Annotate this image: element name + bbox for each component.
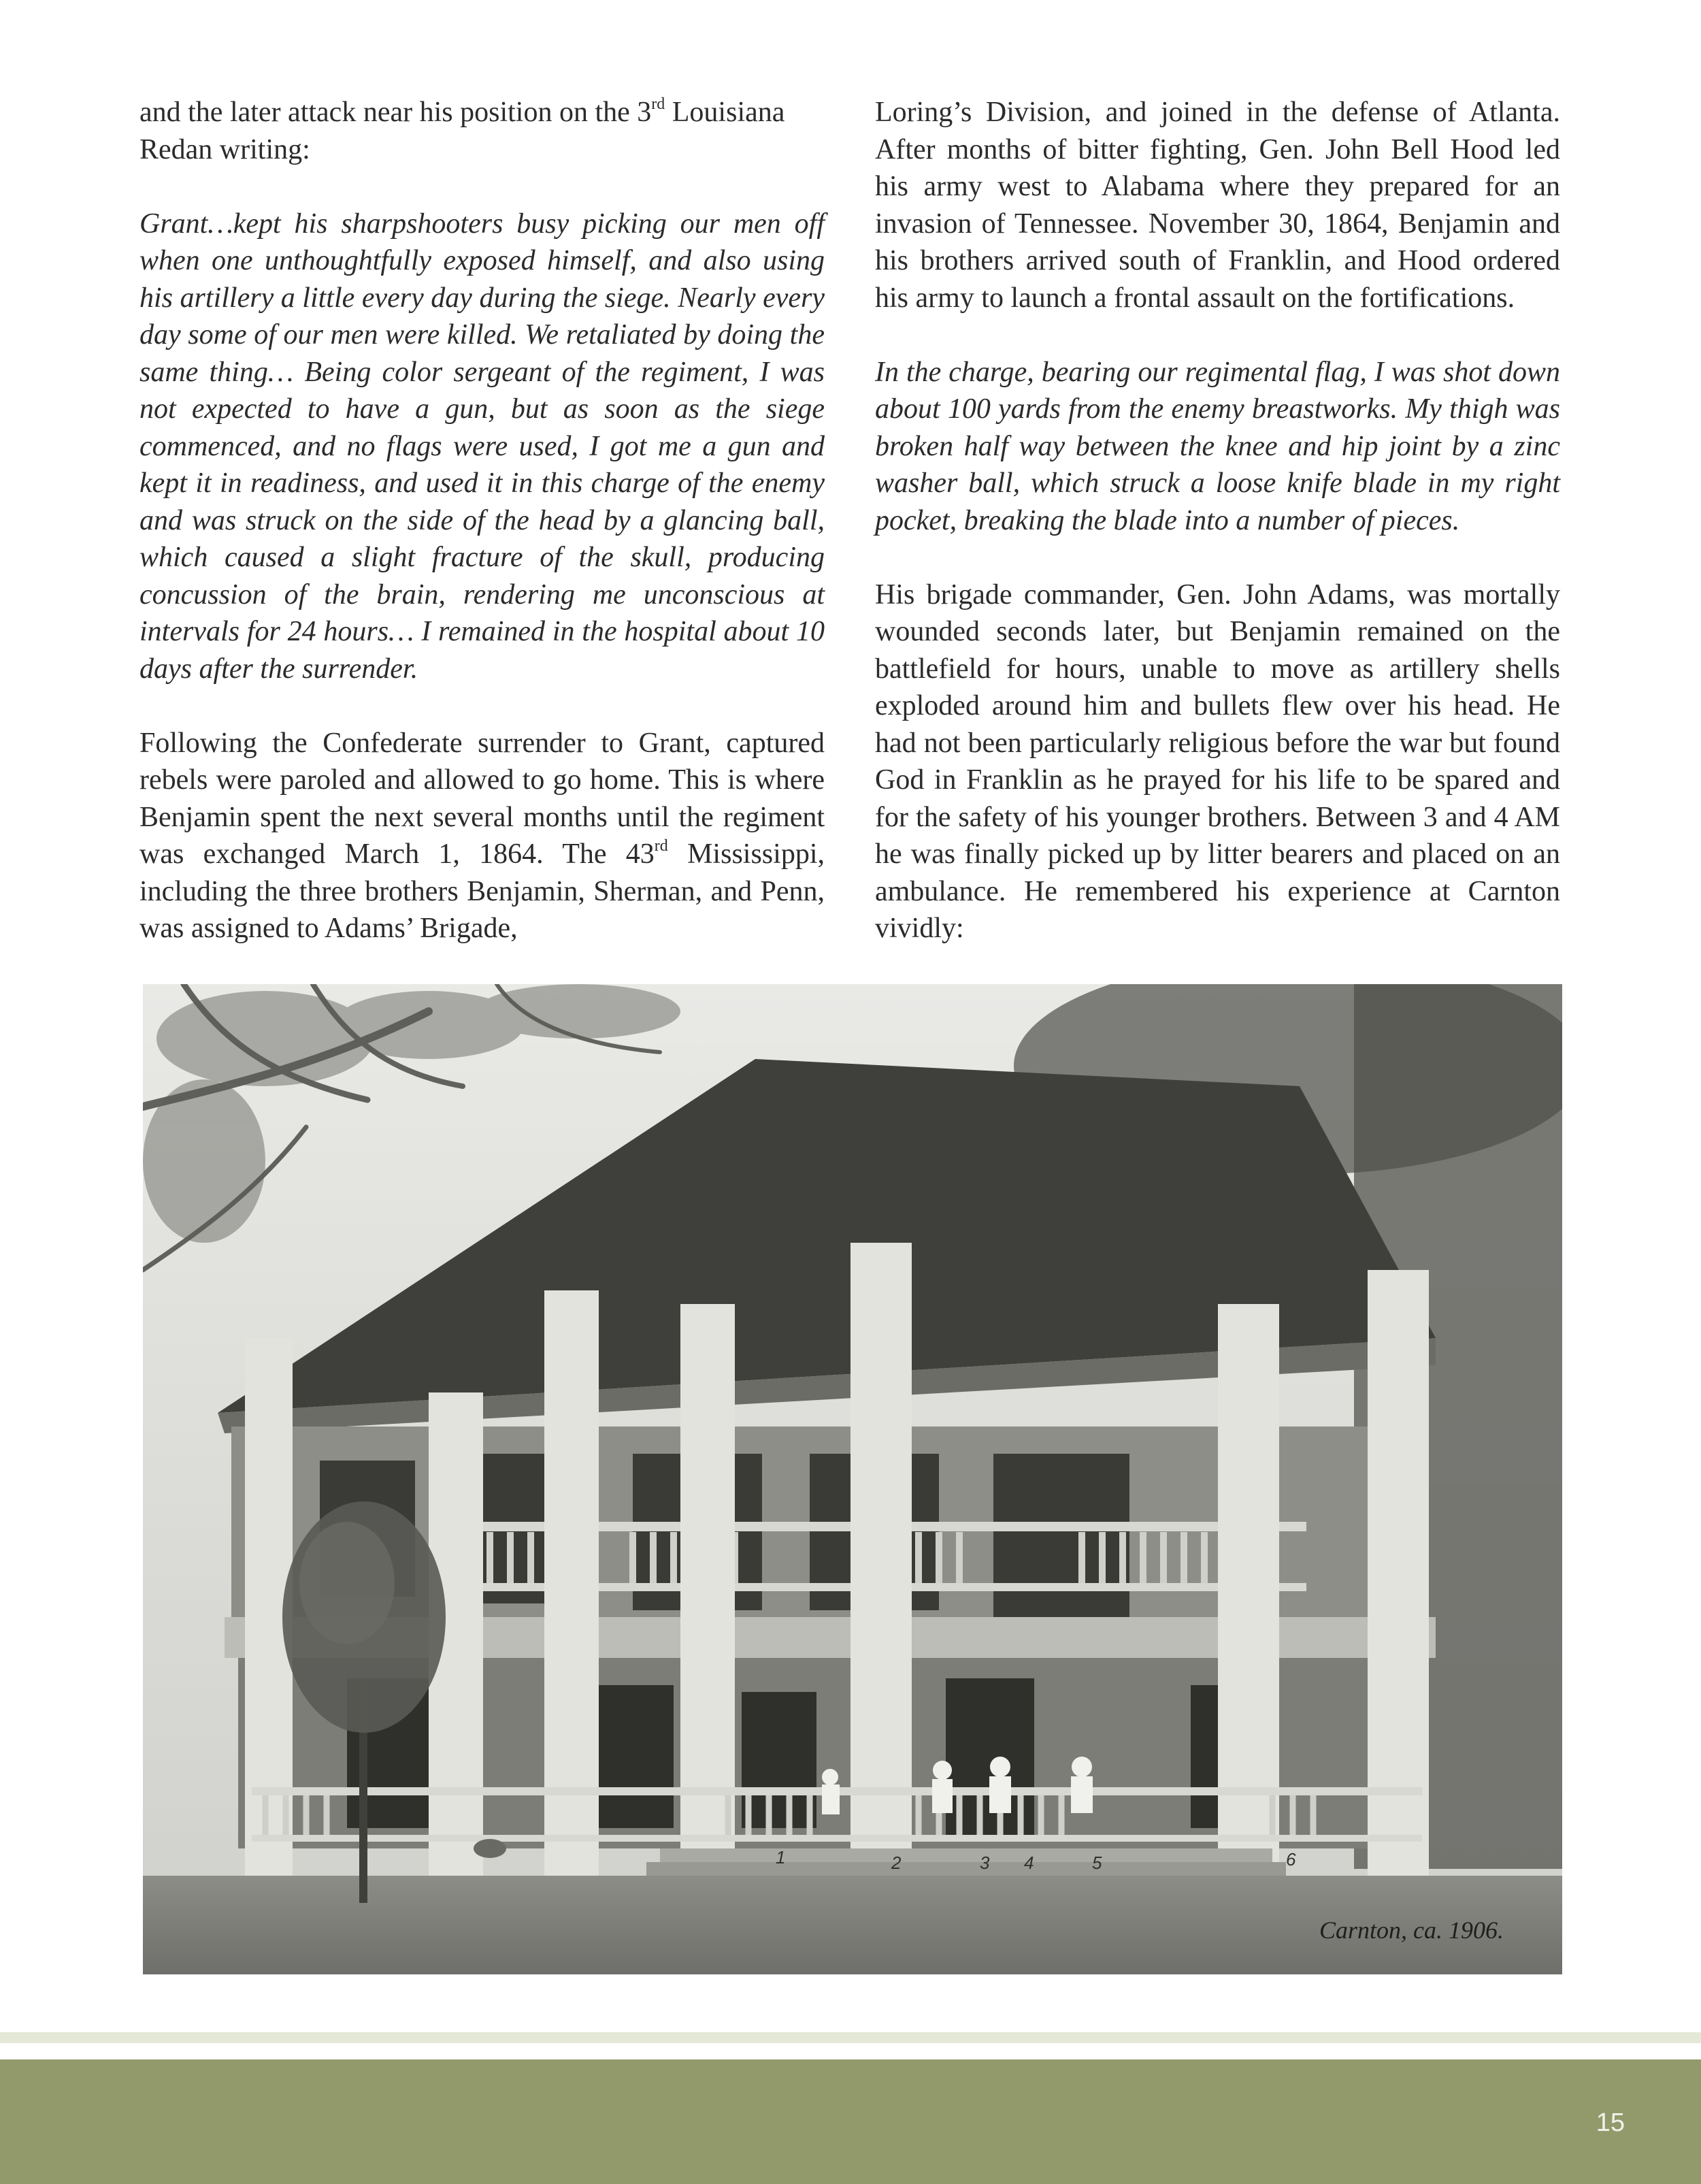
carnton-house-illustration (143, 984, 1562, 1974)
right-quote: In the charge, bearing our regimental flag, I was shot down about 100 yards from the enemy breastworks. My thigh was broken half way between the knee and hip joint by a zinc washer ball, which struck a loose knife blade in my right pocket, breaking the blade into a number of pieces. (875, 356, 1560, 536)
step-number-4: 4 (1024, 1853, 1034, 1873)
left-quote: Grant…kept his sharpshooters busy picking our men off when one unthoughtfully exposed himself, and also using his artillery a little every day during the siege. Nearly every day some of our men were killed. We retaliated by doing the same thing… Being color sergeant of the regiment, I was not expected to have a gun, but as soon as the siege commenced, and no flags were used, I got me a gun and kept it in readiness, and used it in this charge of the enemy and was struck on the side of the head by a glancing ball, which caused a slight fracture of the skull, producing concussion of the brain, rendering me unconscious at intervals for 24 hours… I remained in the hospital about 10 days after the surrender. (139, 208, 825, 685)
right-paragraph-1: Loring’s Division, and joined in the defense of Atlanta. After months of bitter fighting, Gen. John Bell Hood led his army west to Alabama where they prepared for an invasion of Tennessee. November 30, 1864, Benjamin and his brothers arrived south of Franklin, and Hood ordered his army to launch a frontal assault on the fortifications. (875, 97, 1560, 314)
step-number-3: 3 (980, 1853, 990, 1873)
page-number: 15 (1596, 2108, 1625, 2137)
step-number-5: 5 (1092, 1853, 1102, 1873)
left-paragraph-1: and the later attack near his position on the 3rd Louisiana Redan writing: (139, 95, 785, 165)
photo-caption: Carnton, ca. 1906. (1319, 1917, 1504, 1944)
left-column (139, 94, 825, 947)
right-column (875, 94, 1560, 947)
step-number-6: 6 (1286, 1849, 1296, 1870)
step-number-1: 1 (776, 1847, 786, 1868)
footer-band (0, 2059, 1701, 2184)
right-paragraph-3: His brigade commander, Gen. John Adams, was mortally wounded seconds later, but Benjamin remained on the battlefield for hours, unable to move as artillery shells exploded around him and bullets flew over his head. He had not been particularly religious before the war but found God in Franklin as he prayed for his life to be spared and for the safety of his younger brothers. Between 3 and 4 AM he was finally picked up by litter bearers and placed on an ambulance. He remembered his experience at Carnton vividly: (875, 578, 1560, 944)
left-paragraph-3: Following the Confederate surrender to Grant, captured rebels were paroled and allowed to go home. This is where Benjamin spent the next several months until the regiment was exchanged March 1, 1864. The 43rd Mississippi, including the three brothers Benjamin, Sherman, and Penn, was assigned to Adams’ Brigade, (139, 727, 825, 944)
step-number-2: 2 (891, 1853, 902, 1873)
carnton-photo (143, 984, 1562, 1974)
footer-accent-line (0, 2032, 1701, 2043)
